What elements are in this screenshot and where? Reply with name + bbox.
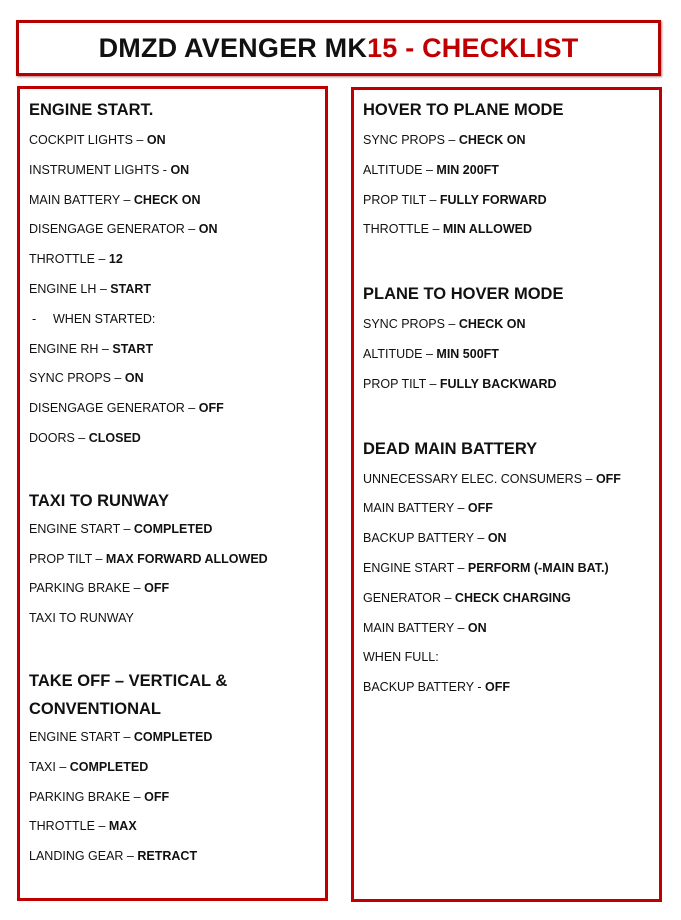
section-dead-main-battery (363, 435, 653, 703)
checklist-item: ENGINE RH – START (29, 341, 154, 356)
bullet-dash: - (32, 311, 37, 326)
checklist-item: TAXI – COMPLETED (29, 759, 149, 774)
checklist-item: DISENGAGE GENERATOR – ON (29, 222, 218, 237)
checklist-item: MAIN BATTERY – OFF (363, 501, 493, 516)
checklist-item: PROP TILT – MAX FORWARD ALLOWED (29, 551, 268, 566)
checklist-item: ENGINE START – COMPLETED (29, 521, 213, 536)
section-title: PLANE TO HOVER MODE (363, 285, 564, 304)
section-engine-start (29, 96, 319, 454)
checklist-item: COCKPIT LIGHTS – ON (29, 133, 166, 147)
section-title: DEAD MAIN BATTERY (363, 439, 538, 458)
checklist-item: MAIN BATTERY – ON (363, 620, 487, 635)
checklist-item: MAIN BATTERY – CHECK ON (29, 192, 201, 207)
checklist-item: ENGINE START – COMPLETED (29, 729, 213, 744)
checklist-item: GENERATOR – CHECK CHARGING (363, 590, 571, 605)
checklist-item: PARKING BRAKE – OFF (29, 581, 170, 596)
checklist-item: THROTTLE – MIN ALLOWED (363, 222, 532, 237)
checklist-item: SYNC PROPS – CHECK ON (363, 317, 526, 332)
checklist-item: BACKUP BATTERY - OFF (363, 680, 511, 695)
checklist-item: ENGINE LH – START (29, 281, 152, 296)
title-banner (16, 20, 661, 76)
title-accent: 15 - CHECKLIST (367, 32, 579, 63)
checklist-item: LANDING GEAR – RETRACT (29, 849, 198, 864)
checklist-item: THROTTLE – 12 (29, 252, 123, 267)
checklist-item: DISENGAGE GENERATOR – OFF (29, 401, 224, 416)
checklist-item: WHEN FULL: (363, 650, 439, 665)
checklist-item: DOORS – CLOSED (29, 430, 141, 445)
checklist-item: INSTRUMENT LIGHTS - ON (29, 162, 190, 177)
checklist-item: SYNC PROPS – CHECK ON (363, 133, 526, 147)
checklist-item: PARKING BRAKE – OFF (29, 789, 170, 804)
section-title: TAKE OFF – VERTICAL & CONVENTIONAL (29, 671, 228, 718)
checklist-item: PROP TILT – FULLY FORWARD (363, 192, 547, 207)
section-title: HOVER TO PLANE MODE (363, 101, 564, 119)
checklist-item: UNNECESSARY ELEC. CONSUMERS – OFF (363, 471, 621, 486)
section-title: ENGINE START. (29, 101, 154, 119)
right-column (351, 87, 662, 902)
section-title: TAXI TO RUNWAY (29, 491, 169, 510)
checklist-item: SYNC PROPS – ON (29, 371, 144, 386)
checklist-item: THROTTLE – MAX (29, 819, 137, 834)
left-column (17, 86, 328, 901)
section-take-off (29, 667, 319, 872)
checklist-item: ALTITUDE – MIN 200FT (363, 162, 499, 177)
checklist-subitem: - WHEN STARTED: (29, 305, 319, 335)
title-main: DMZD AVENGER MK (98, 32, 368, 63)
checklist-item: ALTITUDE – MIN 500FT (363, 346, 499, 361)
section-plane-to-hover (363, 280, 653, 399)
checklist-item: ENGINE START – PERFORM (-MAIN BAT.) (363, 560, 609, 575)
section-taxi-to-runway (29, 487, 319, 634)
page-title (99, 33, 579, 64)
checklist-item: PROP TILT – FULLY BACKWARD (363, 376, 557, 391)
checklist-item: BACKUP BATTERY – ON (363, 531, 507, 546)
checklist-item: TAXI TO RUNWAY (29, 611, 134, 626)
section-hover-to-plane (363, 96, 653, 245)
